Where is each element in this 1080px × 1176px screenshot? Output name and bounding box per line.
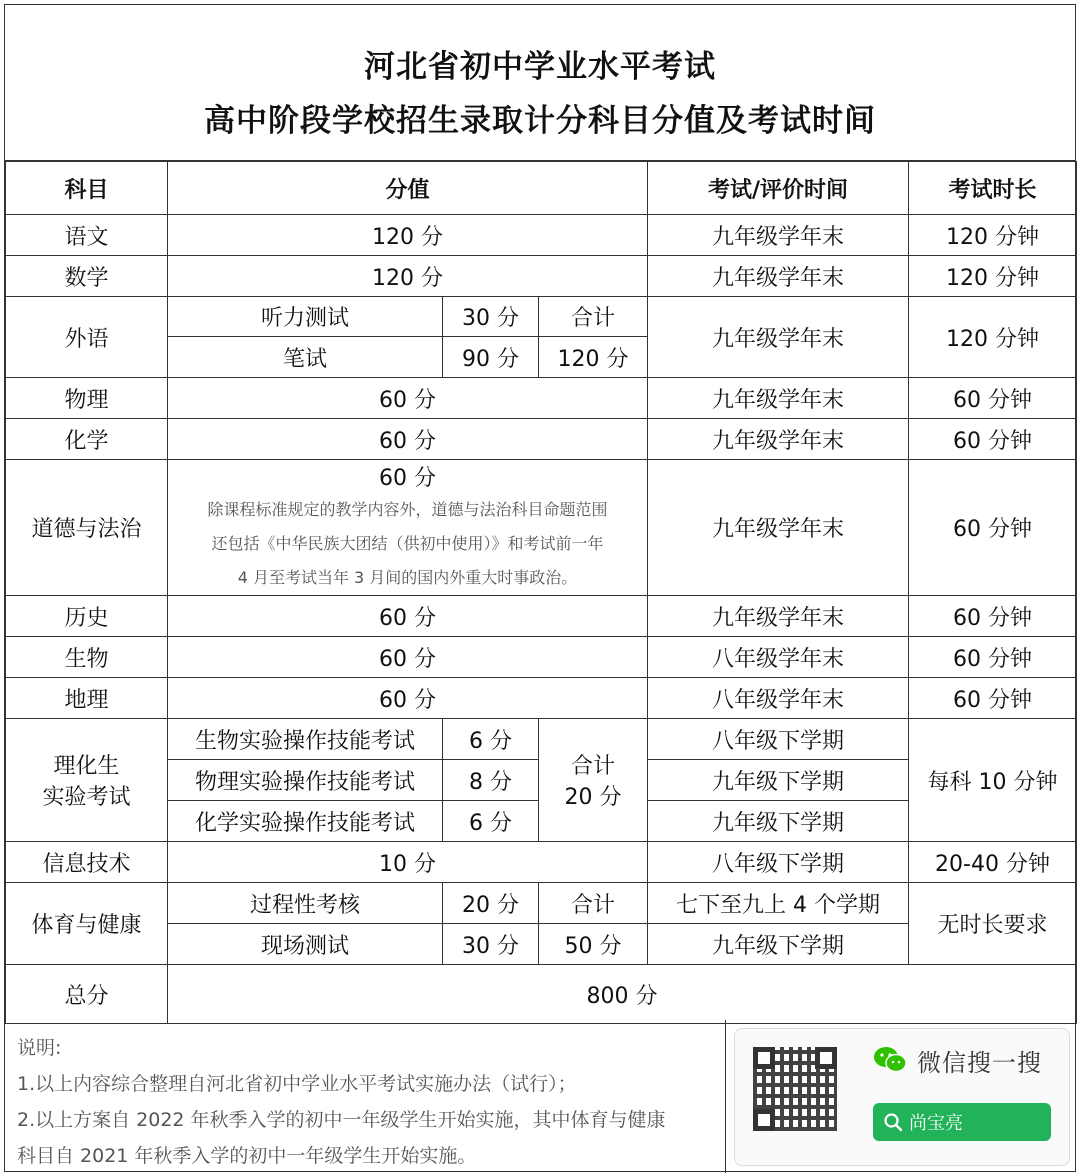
table-row: [6, 883, 1077, 924]
total-label: 合计: [571, 754, 616, 779]
search-text: 尚宝亮: [909, 1113, 963, 1134]
score-cell: 120 分: [168, 256, 648, 297]
duration-cell: 60 分钟: [909, 637, 1077, 678]
part-name-cell: 物理实验操作技能考试: [168, 760, 443, 801]
part-name-cell: 生物实验操作技能考试: [168, 719, 443, 760]
time-cell: 七下至九上 4 个学期: [648, 883, 909, 924]
score-cell: [168, 460, 648, 596]
part-name-cell: 化学实验操作技能考试: [168, 801, 443, 842]
score-table: [5, 161, 1077, 1024]
total-value: 20 分: [564, 785, 622, 810]
notes-line-3: 科目自 2021 年秋季入学的初中一年级学生开始实施。: [17, 1145, 477, 1167]
time-cell: 九年级学年末: [648, 596, 909, 637]
duration-cell: 60 分钟: [909, 678, 1077, 719]
subject-line-1: 理化生: [53, 754, 120, 779]
wechat-search-label: 微信搜一搜: [917, 1048, 1042, 1077]
total-label-cell: 合计: [539, 297, 648, 337]
time-cell: 九年级下学期: [648, 924, 909, 965]
part-score-cell: 20 分: [443, 883, 539, 924]
total-row: [6, 965, 1077, 1024]
search-icon: [883, 1112, 903, 1132]
notes-line-2: 2.以上方案自 2022 年秋季入学的初中一年级学生开始实施，其中体育与健康: [17, 1109, 666, 1131]
subject-line-2: 实验考试: [42, 785, 131, 810]
time-cell: 九年级学年末: [648, 378, 909, 419]
document-frame: [4, 4, 1076, 1172]
subject-cell: 地理: [6, 678, 168, 719]
duration-cell: 60 分钟: [909, 596, 1077, 637]
part-score-cell: 30 分: [443, 924, 539, 965]
time-cell: 八年级学年末: [648, 678, 909, 719]
subject-cell: 外语: [6, 297, 168, 378]
duration-cell: 120 分钟: [909, 297, 1077, 378]
table-row: [6, 297, 1077, 337]
time-cell: 九年级下学期: [648, 760, 909, 801]
part-score-cell: 6 分: [443, 801, 539, 842]
header-subject: 科目: [6, 162, 168, 215]
score-cell: 60 分: [168, 596, 648, 637]
subject-cell: 信息技术: [6, 842, 168, 883]
total-label-cell: 总分: [6, 965, 168, 1024]
table-row: [6, 678, 1077, 719]
footer: [5, 1020, 1076, 1173]
score-cell: 10 分: [168, 842, 648, 883]
qr-finder-pattern: [753, 1109, 775, 1131]
table-row: [6, 596, 1077, 637]
table-row: [6, 256, 1077, 297]
part-score-cell: 6 分: [443, 719, 539, 760]
total-score-cell: 800 分: [168, 965, 1077, 1024]
subject-cell: 生物: [6, 637, 168, 678]
part-name-cell: 笔试: [168, 337, 443, 378]
notes-line-1: 1.以上内容综合整理自河北省初中学业水平考试实施办法（试行）；: [17, 1073, 577, 1095]
table-row: [6, 637, 1077, 678]
wechat-search-card: [734, 1028, 1070, 1166]
qr-finder-pattern: [753, 1047, 775, 1069]
table-row: [6, 378, 1077, 419]
total-value-cell: 50 分: [539, 924, 648, 965]
header-row: [6, 162, 1077, 215]
table-row: [6, 460, 1077, 596]
subject-cell: 数学: [6, 256, 168, 297]
total-cell: [539, 719, 648, 842]
time-cell: 九年级下学期: [648, 801, 909, 842]
table-row: [6, 215, 1077, 256]
score-value: 60 分: [379, 466, 436, 491]
subject-cell: 体育与健康: [6, 883, 168, 965]
subject-cell: 道德与法治: [6, 460, 168, 596]
time-cell: 九年级学年末: [648, 460, 909, 596]
score-cell: 60 分: [168, 678, 648, 719]
document-title: [5, 5, 1075, 161]
subject-cell: 历史: [6, 596, 168, 637]
title-line-1: 河北省初中学业水平考试: [364, 49, 716, 85]
subject-cell: [6, 719, 168, 842]
score-cell: 60 分: [168, 378, 648, 419]
qr-finder-pattern: [815, 1047, 837, 1069]
time-cell: 八年级下学期: [648, 719, 909, 760]
part-score-cell: 90 分: [443, 337, 539, 378]
morality-note-line-1: 除课程标准规定的教学内容外，道德与法治科目命题范围: [207, 500, 608, 519]
duration-cell: 60 分钟: [909, 378, 1077, 419]
subject-cell: 语文: [6, 215, 168, 256]
table-row: [6, 719, 1077, 760]
score-cell: 60 分: [168, 419, 648, 460]
header-duration: 考试时长: [909, 162, 1077, 215]
duration-cell: 120 分钟: [909, 215, 1077, 256]
part-name-cell: 听力测试: [168, 297, 443, 337]
duration-cell: 60 分钟: [909, 419, 1077, 460]
time-cell: 九年级学年末: [648, 419, 909, 460]
part-score-cell: 30 分: [443, 297, 539, 337]
duration-cell: 60 分钟: [909, 460, 1077, 596]
table-row: [6, 419, 1077, 460]
title-line-2: 高中阶段学校招生录取计分科目分值及考试时间: [204, 103, 876, 139]
morality-note-line-2: 还包括《中华民族大团结（供初中使用）》和考试前一年: [211, 534, 604, 553]
part-name-cell: 过程性考核: [168, 883, 443, 924]
wechat-icon: [873, 1045, 907, 1075]
notes-heading: 说明:: [17, 1037, 62, 1059]
table-row: [6, 842, 1077, 883]
time-cell: 九年级学年末: [648, 297, 909, 378]
footer-notes: [5, 1020, 726, 1173]
header-score: 分值: [168, 162, 648, 215]
morality-note-line-3: 4 月至考试当年 3 月间的国内外重大时事政治。: [237, 568, 578, 587]
subject-cell: 物理: [6, 378, 168, 419]
time-cell: 九年级学年末: [648, 215, 909, 256]
part-name-cell: 现场测试: [168, 924, 443, 965]
time-cell: 八年级学年末: [648, 637, 909, 678]
total-label-cell: 合计: [539, 883, 648, 924]
header-time: 考试/评价时间: [648, 162, 909, 215]
duration-cell: 120 分钟: [909, 256, 1077, 297]
total-value-cell: 120 分: [539, 337, 648, 378]
qr-code: [753, 1047, 837, 1131]
duration-cell: 20-40 分钟: [909, 842, 1077, 883]
time-cell: 八年级下学期: [648, 842, 909, 883]
duration-cell: 每科 10 分钟: [909, 719, 1077, 842]
duration-cell: 无时长要求: [909, 883, 1077, 965]
search-button[interactable]: [873, 1103, 1051, 1141]
score-cell: 120 分: [168, 215, 648, 256]
time-cell: 九年级学年末: [648, 256, 909, 297]
wechat-search-header: [873, 1043, 1042, 1077]
score-cell: 60 分: [168, 637, 648, 678]
subject-cell: 化学: [6, 419, 168, 460]
part-score-cell: 8 分: [443, 760, 539, 801]
